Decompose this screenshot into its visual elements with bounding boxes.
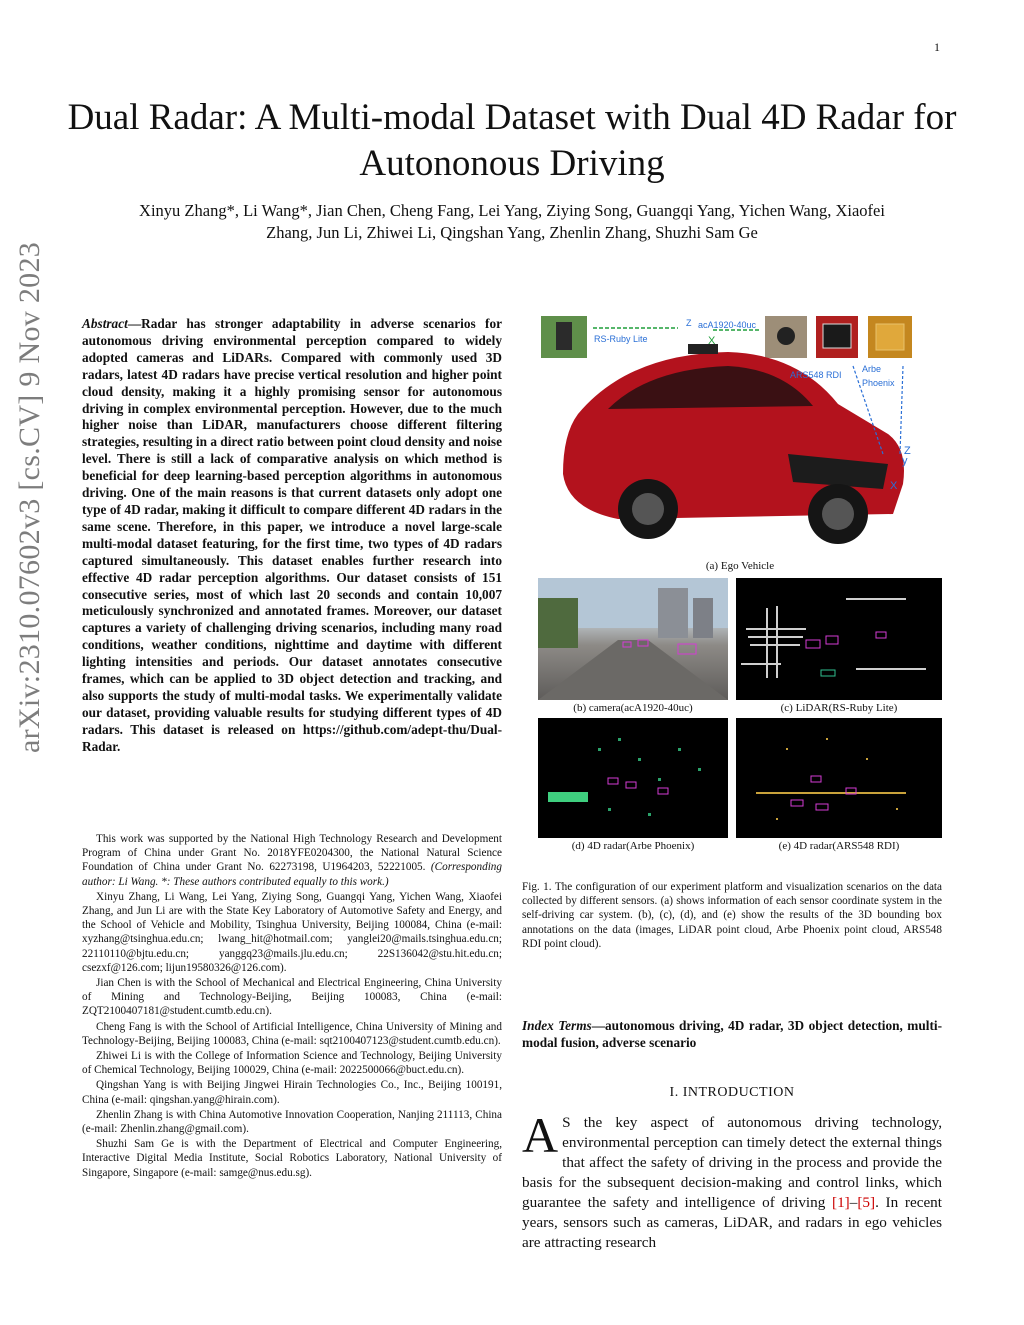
authors-line-1: Xinyu Zhang*, Li Wang*, Jian Chen, Cheng Fang, Lei Yang, Ziying Song, Guangqi Yang, Yichen Wang, Xiaofei bbox=[139, 201, 885, 220]
funding-text: This work was supported by the National High Technology Research and Development Program of China under Grant No. 2018YFE0204300, the National Natural Science Foundation of China under Grant No. 62273198, U1964203, 52221005. bbox=[82, 833, 502, 874]
caption-c: (c) LiDAR(RS-Ruby Lite) bbox=[780, 702, 898, 714]
authors-line-2: Zhang, Jun Li, Zhiwei Li, Qingshan Yang, Zhenlin Zhang, Shuzhi Sam Ge bbox=[266, 223, 758, 242]
caption-a: (a) Ego Vehicle bbox=[705, 560, 775, 572]
drop-cap: A bbox=[522, 1107, 559, 1163]
index-terms-text: —autonomous driving, 4D radar, 3D object detection, multi-modal fusion, adverse scenario bbox=[522, 1018, 942, 1050]
arbe-radar-panel bbox=[538, 718, 728, 838]
figure-1-caption: Fig. 1. The configuration of our experiment platform and visualization scenarios on the data collected by different sensors. (a) shows information of each sensor coordinate system in the self-driving car system. (b), (c), (d), and (e) show the results of the 3D bounding box annotations on the data (images, LiDAR point cloud, Arbe Phoenix point cloud, ARS548 RDI point cloud). bbox=[522, 881, 942, 950]
camera-label: acA1920-40uc bbox=[698, 320, 757, 330]
affiliation-6: Zhenlin Zhang is with China Automotive Innovation Cooperation, Nanjing 211113, China (e-mail: Zhenlin.zhang@gmail.com). bbox=[82, 1108, 502, 1136]
abstract-label: Abstract bbox=[82, 316, 128, 331]
arxiv-stamp: arXiv:2310.07602v3 [cs.CV] 9 Nov 2023 bbox=[13, 241, 46, 753]
citation-5[interactable]: [5] bbox=[857, 1194, 876, 1211]
index-terms-label: Index Terms bbox=[522, 1018, 592, 1033]
abstract bbox=[82, 316, 502, 756]
abstract-text: —Radar has stronger adaptability in adverse scenarios for autonomous driving environmental perception compared to widely adopted cameras and LiDARs. Compared with commonly used 3D radars, latest 4D radars have precise vertical resolution and higher point cloud density, making it a highly promising sensor for autonomous driving in complex environmental perception. However, due to the much higher noise than LiDAR, manufacturers choose different filtering strategies, resulting in a direct ratio between point cloud density and noise level. There is still a lack of comparative analysis on which method is beneficial for deep learning-based perception algorithms in autonomous driving. One of the main reasons is that current datasets only adopt one type of 4D radar, making it difficult to compare different 4D radars in the same scene. Therefore, in this paper, we introduce a novel large-scale multi-modal dataset featuring, for the first time, two types of 4D radars captured simultaneously. This dataset enables further research into effective 4D radar perception algorithms. Our dataset consists of 151 consecutive series, most of which last 20 seconds and contain 10,007 meticulously synchronized and annotated frames. Moreover, our dataset captures a variety of challenging driving scenarios, including many road conditions, weather conditions, nighttime and daytime with different lighting intensities and periods. Our dataset annotates consecutive frames, which can be applied to 3D object detection and tracking, and also supports the study of multi-modal tasks. We experimentally validate our dataset, providing valuable results for studying different types of 4D radars. This dataset is released on https://github.com/adept-thu/Dual-Radar. bbox=[82, 316, 502, 754]
introduction-text bbox=[522, 1107, 943, 1253]
caption-b: (b) camera(acA1920-40uc) bbox=[573, 702, 693, 714]
corresponding-note: (Corresponding author: Li Wang. *: These authors contributed equally to this work.) bbox=[82, 861, 502, 888]
paper-title: Dual Radar: A Multi-modal Dataset with Dual 4D Radar for Autononous Driving bbox=[67, 97, 957, 184]
ars548-radar-panel bbox=[736, 718, 942, 838]
affiliation-1: Xinyu Zhang, Li Wang, Lei Yang, Ziying Song, Guangqi Yang, Yichen Wang, Xiaofei Zhang, and Jun Li are with the State Key Laboratory of Automotive Safety and Energy, and the School of Vehicle and Mobility, Tsinghua University, Beijing 100084, China (e-mail: xyzhang@tsinghua.edu.cn; lwang_hit@hotmail.com; yanglei20@mails.tsinghua.edu.cn; 22110110@bjtu.edu.cn; yanggq23@mails.jlu.edu.cn; 22S136042@stu.hit.edu.cn; csezxf@126.com; lijun19580326@126.com). bbox=[82, 890, 502, 974]
rs-ruby-label: RS-Ruby Lite bbox=[594, 334, 648, 344]
affiliation-3: Cheng Fang is with the School of Artificial Intelligence, China University of Mining and Technology-Beijing, Beijing 100083, China (e-mail: sqt2100407123@student.cumtb.edu.cn). bbox=[82, 1020, 502, 1047]
intro-text-a: S the key aspect of autonomous driving technology, environmental perception can timely detect the external things that affect the safety of driving in the process and provide the basis for the subsequent decision-making and control links, which guarantee the safety and intelligence of driving bbox=[522, 1114, 942, 1211]
camera-axis-z: Z bbox=[686, 318, 692, 328]
lidar-axis-x: X bbox=[708, 335, 716, 347]
funding-note bbox=[82, 832, 502, 889]
ars548-label: ARS548 RDI bbox=[790, 370, 842, 380]
radar-axis-z: Z bbox=[904, 445, 911, 457]
arbe-label-1: Arbe bbox=[862, 364, 882, 374]
ego-vehicle-figure bbox=[538, 314, 942, 556]
radar-axis-x: X bbox=[890, 480, 898, 492]
radar-axis-y: y bbox=[902, 455, 908, 467]
affiliation-5: Qingshan Yang is with Beijing Jingwei Hirain Technologies Co., Inc., Beijing 100191, China (e-mail: qingshan.yang@hirain.com). bbox=[82, 1079, 502, 1106]
arbe-label-2: Phoenix bbox=[862, 378, 895, 388]
affiliation-4: Zhiwei Li is with the College of Information Science and Technology, Beijing University of Chemical Technology, Beijing 100029, China (e-mail: 2022500066@buct.edu.cn). bbox=[82, 1050, 502, 1077]
citation-1[interactable]: [1] bbox=[832, 1194, 850, 1211]
car-illustration bbox=[563, 344, 904, 544]
camera-image-panel bbox=[538, 578, 728, 700]
caption-d: (d) 4D radar(Arbe Phoenix) bbox=[571, 840, 695, 852]
affiliation-2: Jian Chen is with the School of Mechanical and Electrical Engineering, China University of Mining and Technology-Beijing, Beijing 100083, China (e-mail: ZQT2100407181@student.cumtb.edu.cn). bbox=[82, 977, 502, 1018]
intro-text-b: . In recent years, sensors such as cameras, LiDAR, and radars in ego vehicles are attracting research bbox=[522, 1194, 943, 1251]
footnotes bbox=[82, 832, 502, 1181]
section-heading: I. INTRODUCTION bbox=[669, 1085, 795, 1100]
author-list bbox=[60, 200, 964, 244]
page-number: 1 bbox=[934, 40, 940, 54]
caption-e: (e) 4D radar(ARS548 RDI) bbox=[778, 840, 900, 852]
affiliation-7: Shuzhi Sam Ge is with the Department of Electrical and Computer Engineering, Interactive Digital Media Institute, Social Robotics Laboratory, National University of Singapore, Singapore (e-mail: samge@nus.edu.sg). bbox=[82, 1138, 502, 1179]
citation-dash: – bbox=[849, 1194, 858, 1211]
index-terms bbox=[522, 1018, 942, 1052]
lidar-panel bbox=[736, 578, 942, 700]
